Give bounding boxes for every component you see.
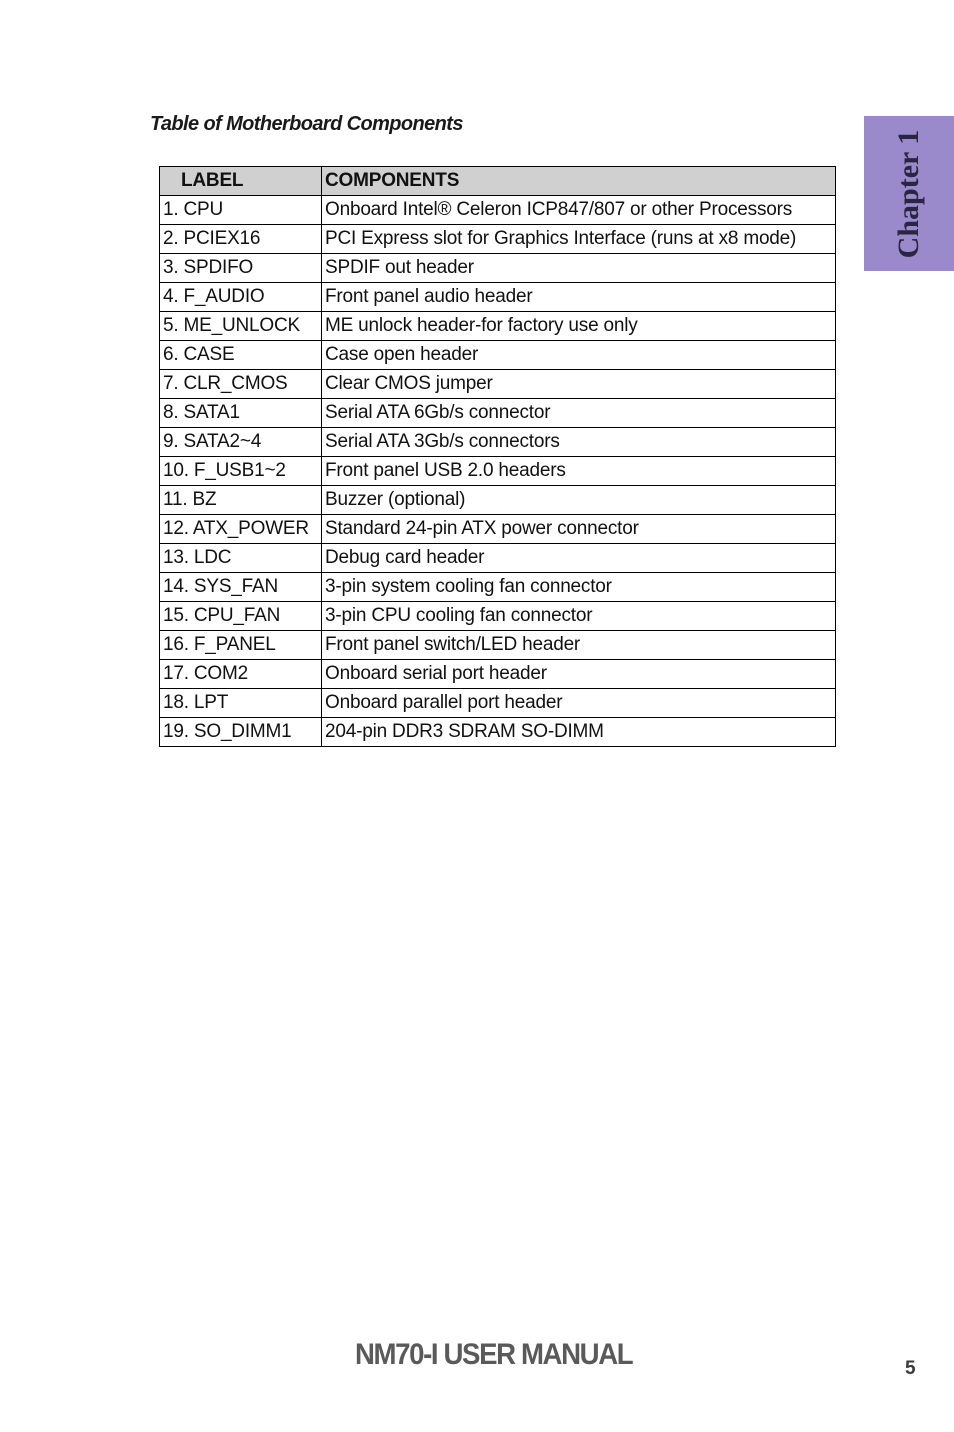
- row-component-cell: Front panel switch/LED header: [322, 631, 836, 660]
- row-label-cell: 2. PCIEX16: [160, 225, 322, 254]
- row-component-cell: PCI Express slot for Graphics Interface (runs at x8 mode): [322, 225, 836, 254]
- table-row: [160, 254, 836, 283]
- table-header: [160, 167, 836, 196]
- components-table: [159, 166, 836, 747]
- row-label-cell: 13. LDC: [160, 544, 322, 573]
- table-row: [160, 399, 836, 428]
- row-component-cell: 204-pin DDR3 SDRAM SO-DIMM: [322, 718, 836, 747]
- row-label-cell: 5. ME_UNLOCK: [160, 312, 322, 341]
- row-label-cell: 8. SATA1: [160, 399, 322, 428]
- row-label-cell: 4. F_AUDIO: [160, 283, 322, 312]
- column-header-components: COMPONENTS: [322, 167, 836, 196]
- row-label-cell: 11. BZ: [160, 486, 322, 515]
- row-label-cell: 14. SYS_FAN: [160, 573, 322, 602]
- manual-title: NM70-I USER MANUAL: [355, 1338, 633, 1371]
- page-number: 5: [905, 1358, 916, 1379]
- row-component-cell: Front panel audio header: [322, 283, 836, 312]
- row-component-cell: Clear CMOS jumper: [322, 370, 836, 399]
- table-body: [160, 196, 836, 747]
- table-row: [160, 631, 836, 660]
- table-row: [160, 689, 836, 718]
- table-row: [160, 428, 836, 457]
- row-label-cell: 6. CASE: [160, 341, 322, 370]
- table-row: [160, 544, 836, 573]
- row-label-cell: 18. LPT: [160, 689, 322, 718]
- table-row: [160, 341, 836, 370]
- row-component-cell: Serial ATA 3Gb/s connectors: [322, 428, 836, 457]
- table-row: [160, 602, 836, 631]
- row-label-cell: 12. ATX_POWER: [160, 515, 322, 544]
- row-label-cell: 19. SO_DIMM1: [160, 718, 322, 747]
- row-label-cell: 15. CPU_FAN: [160, 602, 322, 631]
- table-row: [160, 486, 836, 515]
- table-row: [160, 225, 836, 254]
- row-component-cell: Front panel USB 2.0 headers: [322, 457, 836, 486]
- table-row: [160, 718, 836, 747]
- row-component-cell: 3-pin CPU cooling fan connector: [322, 602, 836, 631]
- table-row: [160, 312, 836, 341]
- chapter-tab: [864, 116, 954, 271]
- row-label-cell: 1. CPU: [160, 196, 322, 225]
- column-header-label: LABEL: [160, 167, 322, 196]
- chapter-tab-label: Chapter 1: [892, 129, 925, 259]
- row-label-cell: 3. SPDIFO: [160, 254, 322, 283]
- row-label-cell: 7. CLR_CMOS: [160, 370, 322, 399]
- row-component-cell: Serial ATA 6Gb/s connector: [322, 399, 836, 428]
- table-row: [160, 196, 836, 225]
- row-component-cell: Buzzer (optional): [322, 486, 836, 515]
- table-row: [160, 515, 836, 544]
- row-component-cell: 3-pin system cooling fan connector: [322, 573, 836, 602]
- row-component-cell: Onboard Intel® Celeron ICP847/807 or other Processors: [322, 196, 836, 225]
- row-component-cell: Case open header: [322, 341, 836, 370]
- table-header-row: [160, 167, 836, 196]
- table-row: [160, 660, 836, 689]
- row-component-cell: Onboard parallel port header: [322, 689, 836, 718]
- table-row: [160, 573, 836, 602]
- row-label-cell: 10. F_USB1~2: [160, 457, 322, 486]
- row-component-cell: Standard 24-pin ATX power connector: [322, 515, 836, 544]
- row-component-cell: Debug card header: [322, 544, 836, 573]
- row-component-cell: Onboard serial port header: [322, 660, 836, 689]
- row-component-cell: SPDIF out header: [322, 254, 836, 283]
- table-row: [160, 283, 836, 312]
- table-row: [160, 457, 836, 486]
- page-title: Table of Motherboard Components: [150, 113, 463, 135]
- row-label-cell: 9. SATA2~4: [160, 428, 322, 457]
- row-label-cell: 17. COM2: [160, 660, 322, 689]
- row-component-cell: ME unlock header-for factory use only: [322, 312, 836, 341]
- table-row: [160, 370, 836, 399]
- row-label-cell: 16. F_PANEL: [160, 631, 322, 660]
